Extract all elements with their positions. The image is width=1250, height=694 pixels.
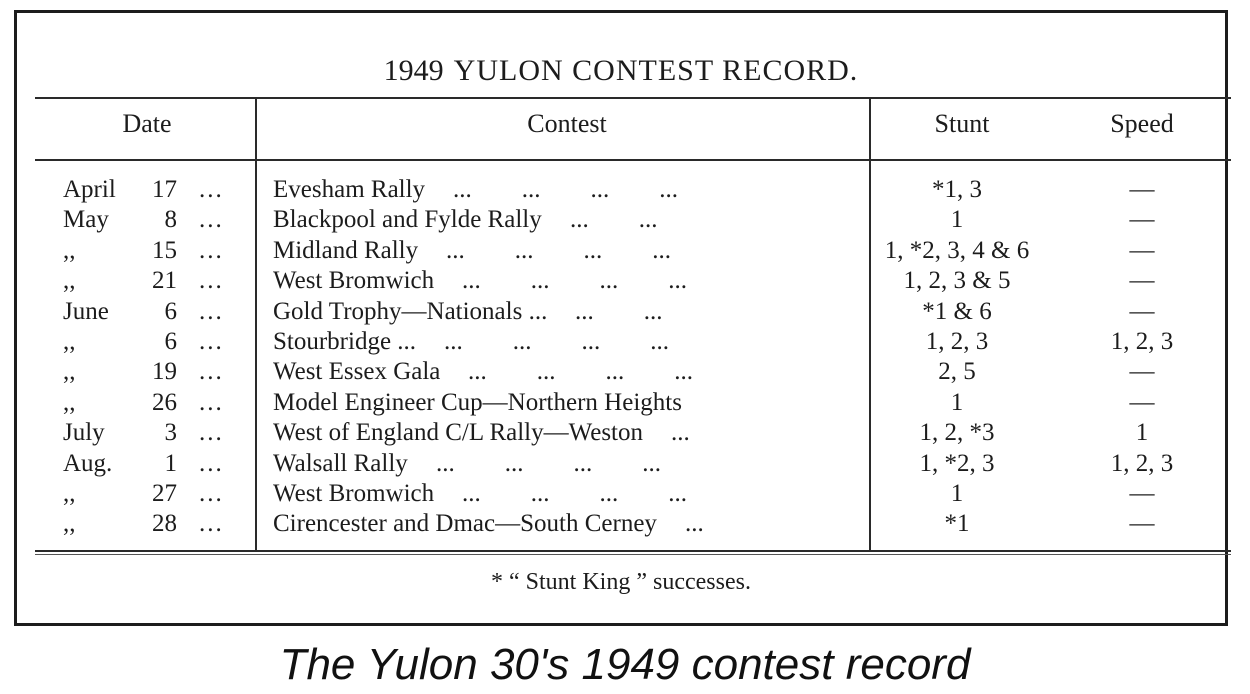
- speed-result: —: [1129, 206, 1155, 234]
- header-stunt: Stunt: [934, 109, 990, 138]
- speed-result: —: [1129, 267, 1155, 295]
- stunt-result: 1, 2, *3: [919, 419, 995, 447]
- contest-name: West of England C/L Rally—Weston: [273, 419, 643, 447]
- stunt-result: 1: [950, 479, 964, 507]
- contest-leader-dots: ... ... ... ...: [436, 449, 661, 477]
- date-day: 8: [164, 206, 177, 234]
- date-month: ,,: [63, 510, 76, 538]
- contest-name: West Bromwich: [273, 267, 435, 295]
- stunt-result: 2, 5: [938, 358, 976, 386]
- date-month: ,,: [63, 479, 76, 507]
- date-month: ,,: [63, 327, 76, 355]
- date-leader-dots: ...: [199, 236, 224, 264]
- date-month: ,,: [63, 388, 76, 416]
- date-leader-dots: ...: [199, 176, 224, 203]
- contest-leader-dots: ...: [671, 419, 690, 447]
- date-month: ,,: [63, 267, 76, 295]
- figure-caption: The Yulon 30's 1949 contest record: [279, 640, 971, 689]
- contest-name: Gold Trophy—Nationals ...: [273, 297, 548, 325]
- speed-result: —: [1129, 297, 1155, 325]
- contest-leader-dots: ... ...: [570, 206, 658, 234]
- table-row: [17, 509, 1231, 539]
- speed-result: —: [1129, 479, 1155, 507]
- speed-result: 1: [1135, 419, 1149, 447]
- date-leader-dots: ...: [199, 358, 224, 386]
- date-leader-dots: ...: [199, 267, 224, 295]
- date-day: 19: [152, 358, 177, 386]
- stunt-result: 1, *2, 3, 4 & 6: [884, 236, 1030, 264]
- date-leader-dots: ...: [199, 327, 224, 355]
- date-month: June: [63, 297, 109, 325]
- speed-result: —: [1129, 358, 1155, 386]
- table-row: [17, 388, 1231, 418]
- header-date: Date: [122, 109, 172, 138]
- header-speed: Speed: [1110, 109, 1174, 138]
- contest-name: West Bromwich: [273, 479, 435, 507]
- date-month: July: [63, 419, 105, 447]
- table-row: [17, 449, 1231, 479]
- table-row: [17, 418, 1231, 448]
- date-day: 28: [152, 510, 177, 538]
- date-day: 26: [152, 388, 177, 416]
- date-day: 1: [164, 449, 177, 477]
- table-body: [17, 175, 1231, 540]
- date-leader-dots: ...: [199, 206, 224, 234]
- title-year: 1949: [383, 54, 444, 87]
- contest-name: Walsall Rally: [273, 449, 408, 477]
- contest-name: Cirencester and Dmac—South Cerney: [273, 510, 657, 538]
- contest-leader-dots: ... ... ... ...: [446, 236, 671, 264]
- table-title: [17, 54, 1225, 88]
- speed-result: —: [1129, 236, 1155, 264]
- contest-leader-dots: ... ... ... ...: [453, 176, 678, 203]
- date-leader-dots: ...: [199, 510, 224, 538]
- speed-result: —: [1129, 510, 1155, 538]
- stunt-result: 1, 2, 3 & 5: [903, 267, 1011, 295]
- header-bottom-rule: [35, 159, 1231, 161]
- date-month: April: [63, 176, 116, 203]
- date-leader-dots: ...: [199, 479, 224, 507]
- date-day: 21: [152, 267, 177, 295]
- date-day: 17: [152, 176, 177, 203]
- date-month: ,,: [63, 236, 76, 264]
- date-month: Aug.: [63, 449, 113, 477]
- table-row: [17, 479, 1231, 509]
- contest-name: Midland Rally: [273, 236, 419, 264]
- footnote: * “ Stunt King ” successes.: [491, 569, 751, 595]
- date-day: 6: [164, 297, 177, 325]
- stunt-result: 1, 2, 3: [925, 327, 989, 355]
- contest-name: Stourbridge ...: [273, 327, 417, 355]
- speed-result: —: [1129, 176, 1155, 203]
- contest-leader-dots: ... ... ... ...: [462, 267, 687, 295]
- table-row: [17, 327, 1231, 357]
- table-bottom-rule-thin: [35, 554, 1231, 555]
- contest-name: Blackpool and Fylde Rally: [273, 206, 542, 234]
- contest-record-table: [14, 10, 1228, 626]
- table-row: [17, 266, 1231, 296]
- speed-result: 1, 2, 3: [1110, 327, 1174, 355]
- speed-result: 1, 2, 3: [1110, 449, 1174, 477]
- table-row: [17, 357, 1231, 387]
- date-leader-dots: ...: [199, 419, 224, 447]
- table-row: [17, 205, 1231, 235]
- date-day: 27: [152, 479, 177, 507]
- speed-result: —: [1129, 388, 1155, 416]
- date-day: 15: [152, 236, 177, 264]
- contest-name: West Essex Gala: [273, 358, 441, 386]
- contest-leader-dots: ... ... ... ...: [462, 479, 687, 507]
- table-row: [17, 175, 1231, 205]
- header-contest: Contest: [527, 109, 607, 138]
- date-month: May: [63, 206, 109, 234]
- stunt-result: *1 & 6: [922, 297, 992, 325]
- table-bottom-rule: [35, 550, 1231, 552]
- stunt-result: *1: [944, 510, 970, 538]
- contest-name: Model Engineer Cup—Northern Heights: [273, 388, 682, 416]
- contest-leader-dots: ...: [685, 510, 704, 538]
- stunt-result: 1: [950, 206, 964, 234]
- date-leader-dots: ...: [199, 388, 224, 416]
- stunt-result: 1: [950, 388, 964, 416]
- table-row: [17, 297, 1231, 327]
- stunt-result: *1, 3: [932, 176, 982, 203]
- header-top-rule: [35, 97, 1231, 99]
- title-text: YULON CONTEST RECORD.: [453, 54, 859, 87]
- contest-leader-dots: ... ...: [575, 297, 663, 325]
- contest-name: Evesham Rally: [273, 176, 426, 203]
- date-day: 3: [164, 419, 177, 447]
- date-leader-dots: ...: [199, 449, 224, 477]
- date-leader-dots: ...: [199, 297, 224, 325]
- stunt-result: 1, *2, 3: [919, 449, 995, 477]
- date-day: 6: [164, 327, 177, 355]
- contest-leader-dots: ... ... ... ...: [444, 327, 669, 355]
- date-month: ,,: [63, 358, 76, 386]
- table-row: [17, 236, 1231, 266]
- contest-leader-dots: ... ... ... ...: [468, 358, 693, 386]
